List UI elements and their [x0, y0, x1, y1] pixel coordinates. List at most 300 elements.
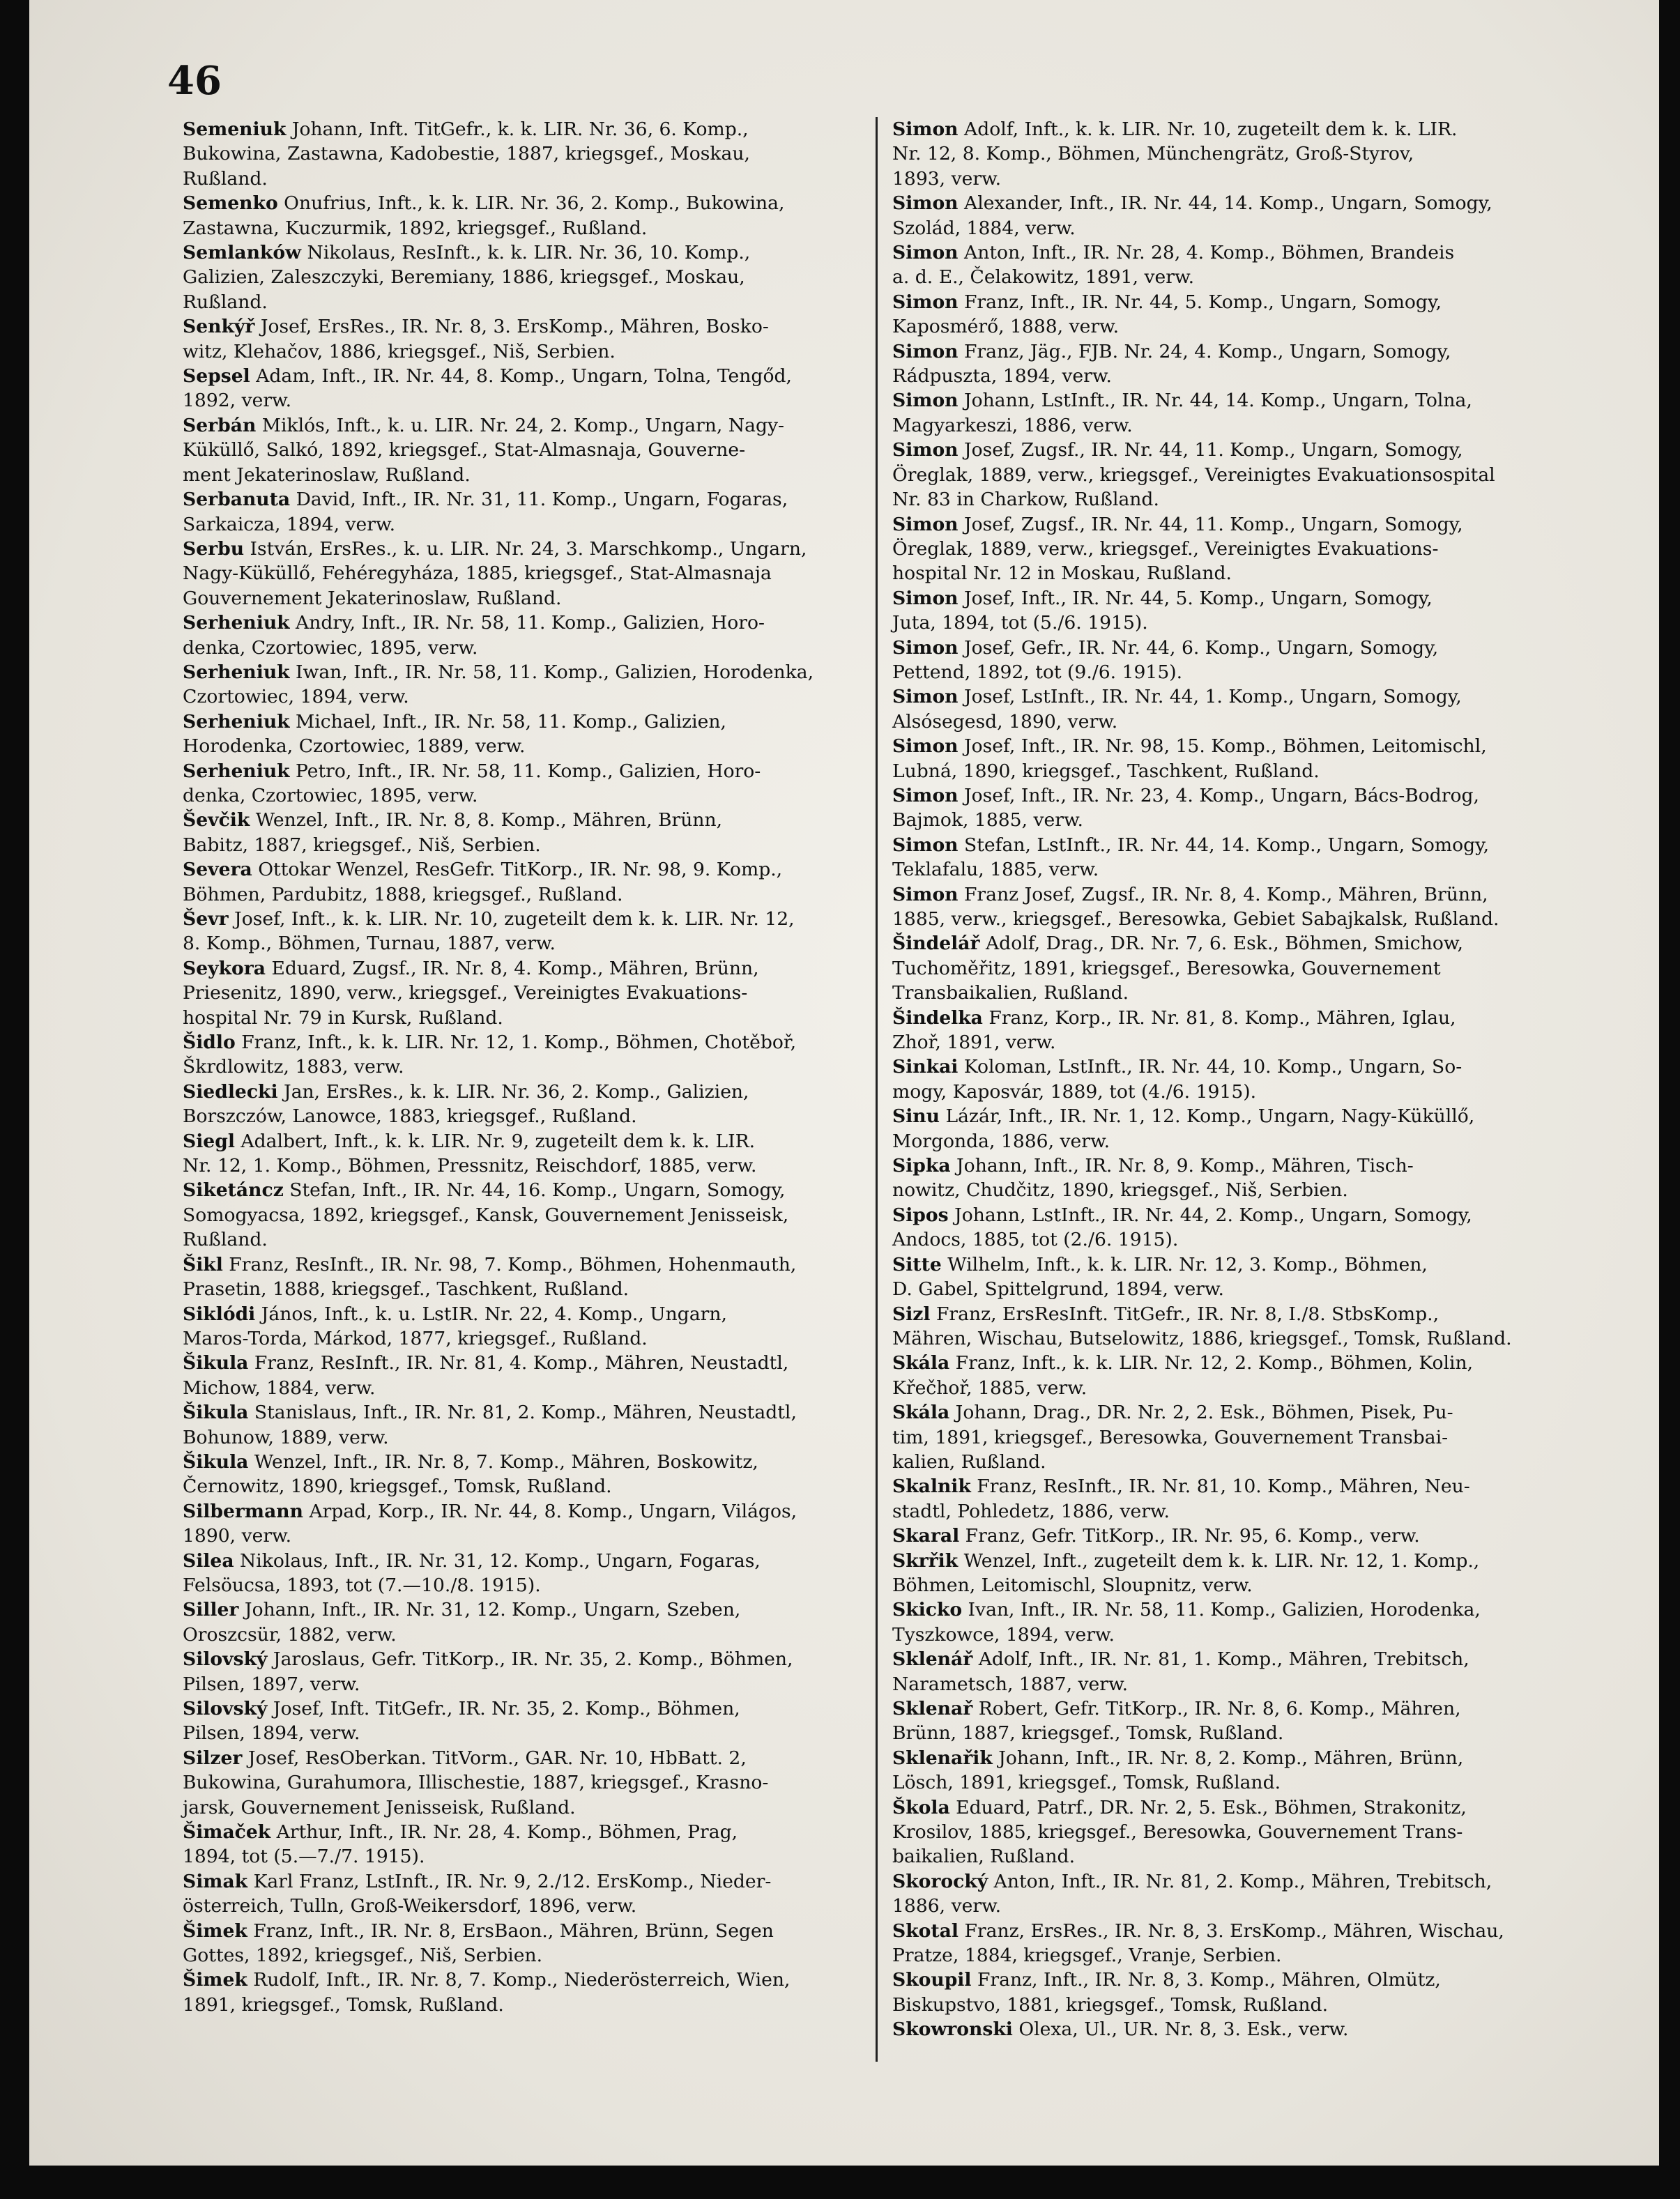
- register-entry: [892, 1400, 1579, 1474]
- entry-line: Siegl Adalbert, Inft., k. k. LIR. Nr. 9, zugeteilt dem k. k. LIR.: [183, 1130, 756, 1152]
- entry-surname: Skoupil: [892, 1969, 972, 1991]
- register-entry: [892, 1055, 1579, 1104]
- register-entry: [892, 1203, 1579, 1252]
- entry-line: Zastawna, Kuczurmik, 1892, kriegsgef., Rußland.: [183, 217, 648, 239]
- entry-surname: Serheniuk: [183, 760, 290, 782]
- register-entry: [183, 1129, 869, 1179]
- entry-line: 8. Komp., Böhmen, Turnau, 1887, verw.: [183, 933, 556, 955]
- entry-line: Křečhoř, 1885, verw.: [892, 1377, 1087, 1399]
- register-entry: [892, 586, 1579, 636]
- entry-surname: Simon: [892, 883, 959, 905]
- entry-line: D. Gabel, Spittelgrund, 1894, verw.: [892, 1278, 1224, 1301]
- entry-surname: Simon: [892, 636, 959, 659]
- entry-line: Serheniuk Petro, Inft., IR. Nr. 58, 11. Komp., Galizien, Horo-: [183, 760, 761, 782]
- register-entry: [183, 1597, 869, 1647]
- register-entry: [892, 339, 1579, 389]
- right-column: [892, 117, 1579, 2042]
- entry-line: Serbán Miklós, Inft., k. u. LIR. Nr. 24, 2. Komp., Ungarn, Nagy-: [183, 414, 784, 436]
- entry-line: Skotal Franz, ErsRes., IR. Nr. 8, 3. ErsKomp., Mähren, Wischau,: [892, 1920, 1504, 1942]
- entry-surname: Sipos: [892, 1204, 949, 1226]
- entry-line: Oroszcsür, 1882, verw.: [183, 1623, 397, 1646]
- entry-line: Gottes, 1892, kriegsgef., Niš, Serbien.: [183, 1945, 543, 1967]
- entry-line: Simon Alexander, Inft., IR. Nr. 44, 14. Komp., Ungarn, Somogy,: [892, 192, 1492, 215]
- register-entry: [183, 1400, 869, 1450]
- register-entry: [892, 1474, 1579, 1524]
- scan-border-left: [0, 0, 29, 2199]
- entry-surname: Šidlo: [183, 1032, 236, 1054]
- entry-line: Skorocký Anton, Inft., IR. Nr. 81, 2. Komp., Mähren, Trebitsch,: [892, 1870, 1492, 1892]
- entry-surname: Siklódi: [183, 1303, 256, 1325]
- register-entry: [892, 833, 1579, 882]
- entry-line: Galizien, Zaleszczyki, Beremiany, 1886, kriegsgef., Moskau,: [183, 266, 745, 289]
- entry-line: Zhoř, 1891, verw.: [892, 1032, 1056, 1054]
- entry-surname: Skaral: [892, 1525, 960, 1547]
- entry-line: Narametsch, 1887, verw.: [892, 1673, 1129, 1695]
- register-entry: [892, 636, 1579, 685]
- register-entry: [183, 956, 869, 1030]
- register-entry: [183, 1351, 869, 1400]
- entry-surname: Serheniuk: [183, 661, 290, 683]
- entry-line: Pilsen, 1894, verw.: [183, 1722, 360, 1745]
- entry-line: Gouvernement Jekaterinoslaw, Rußland.: [183, 587, 562, 609]
- entry-line: Silea Nikolaus, Inft., IR. Nr. 31, 12. Komp., Ungarn, Fogaras,: [183, 1549, 761, 1572]
- entry-line: Andocs, 1885, tot (2./6. 1915).: [892, 1229, 1179, 1251]
- register-entry: [183, 1030, 869, 1080]
- entry-line: Pilsen, 1897, verw.: [183, 1673, 360, 1695]
- entry-line: Krosilov, 1885, kriegsgef., Beresowka, Gouvernement Trans-: [892, 1821, 1463, 1844]
- register-entry: [892, 1597, 1579, 1647]
- entry-surname: Simon: [892, 118, 959, 140]
- entry-line: Lubná, 1890, kriegsgef., Taschkent, Rußland.: [892, 760, 1320, 782]
- register-entry: [892, 1968, 1579, 2017]
- entry-line: 1892, verw.: [183, 390, 292, 412]
- register-entry: [892, 1006, 1579, 1055]
- entry-line: Skála Franz, Inft., k. k. LIR. Nr. 12, 2. Komp., Böhmen, Kolin,: [892, 1352, 1474, 1374]
- entry-surname: Simon: [892, 340, 959, 362]
- entry-line: Skrřik Wenzel, Inft., zugeteilt dem k. k. LIR. Nr. 12, 1. Komp.,: [892, 1549, 1480, 1572]
- entry-line: Skála Johann, Drag., DR. Nr. 2, 2. Esk., Böhmen, Pisek, Pu-: [892, 1402, 1453, 1424]
- entry-line: Šimaček Arthur, Inft., IR. Nr. 28, 4. Komp., Böhmen, Prag,: [183, 1821, 738, 1844]
- entry-line: Siedlecki Jan, ErsRes., k. k. LIR. Nr. 36, 2. Komp., Galizien,: [183, 1080, 749, 1103]
- entry-surname: Šikula: [183, 1352, 249, 1374]
- entry-line: Czortowiec, 1894, verw.: [183, 686, 409, 708]
- entry-surname: Skála: [892, 1402, 950, 1424]
- entry-line: denka, Czortowiec, 1895, verw.: [183, 784, 478, 806]
- entry-line: Šikula Wenzel, Inft., IR. Nr. 8, 7. Komp., Mähren, Boskowitz,: [183, 1450, 758, 1473]
- entry-line: Šindelka Franz, Korp., IR. Nr. 81, 8. Komp., Mähren, Iglau,: [892, 1006, 1456, 1029]
- entry-surname: Simon: [892, 242, 959, 264]
- entry-line: Silovský Josef, Inft. TitGefr., IR. Nr. 35, 2. Komp., Böhmen,: [183, 1698, 740, 1719]
- entry-line: Ševčik Wenzel, Inft., IR. Nr. 8, 8. Komp., Mähren, Brünn,: [183, 809, 723, 832]
- register-entry: [892, 438, 1579, 512]
- register-entry: [183, 1746, 869, 1820]
- entry-line: 1894, tot (5.—7./7. 1915).: [183, 1846, 425, 1868]
- register-entry: [892, 1696, 1579, 1746]
- entry-line: Rußland.: [183, 167, 268, 190]
- entry-surname: Sinu: [892, 1105, 940, 1128]
- register-entry: [183, 413, 869, 487]
- entry-line: Öreglak, 1889, verw., kriegsgef., Vereinigtes Evakuationsospital: [892, 463, 1495, 486]
- entry-line: Serbu István, ErsRes., k. u. LIR. Nr. 24, 3. Marschkomp., Ungarn,: [183, 537, 807, 560]
- entry-line: Simon Johann, LstInft., IR. Nr. 44, 14. Komp., Ungarn, Tolna,: [892, 390, 1472, 412]
- entry-surname: Siedlecki: [183, 1080, 278, 1103]
- register-entry: [892, 1524, 1579, 1548]
- entry-surname: Šimek: [183, 1920, 247, 1942]
- entry-line: Šikula Franz, ResInft., IR. Nr. 81, 4. Komp., Mähren, Neustadtl,: [183, 1352, 789, 1374]
- entry-line: Sizl Franz, ErsResInft. TitGefr., IR. Nr. 8, I./8. StbsKomp.,: [892, 1303, 1440, 1325]
- entry-line: ment Jekaterinoslaw, Rußland.: [183, 463, 471, 486]
- entry-line: Simon Josef, Gefr., IR. Nr. 44, 6. Komp., Ungarn, Somogy,: [892, 636, 1439, 659]
- entry-line: Sarkaicza, 1894, verw.: [183, 513, 396, 535]
- entry-line: Senkýř Josef, ErsRes., IR. Nr. 8, 3. ErsKomp., Mähren, Bosko-: [183, 316, 769, 338]
- entry-line: Priesenitz, 1890, verw., kriegsgef., Vereinigtes Evakuations-: [183, 982, 748, 1004]
- entry-line: Siklódi János, Inft., k. u. LstIR. Nr. 22, 4. Komp., Ungarn,: [183, 1303, 727, 1325]
- entry-line: 1885, verw., kriegsgef., Beresowka, Gebiet Sabajkalsk, Rußland.: [892, 908, 1499, 930]
- entry-line: Škola Eduard, Patrf., DR. Nr. 2, 5. Esk., Böhmen, Strakonitz,: [892, 1796, 1467, 1818]
- entry-surname: Serbán: [183, 414, 257, 436]
- entry-line: Simon Josef, Inft., IR. Nr. 98, 15. Komp., Böhmen, Leitomischl,: [892, 735, 1487, 758]
- entry-line: Ševr Josef, Inft., k. k. LIR. Nr. 10, zugeteilt dem k. k. LIR. Nr. 12,: [183, 908, 795, 930]
- entry-line: Sklenařik Johann, Inft., IR. Nr. 8, 2. Komp., Mähren, Brünn,: [892, 1747, 1464, 1769]
- entry-line: Simak Karl Franz, LstInft., IR. Nr. 9, 2./12. ErsKomp., Nieder-: [183, 1870, 772, 1892]
- entry-line: Serheniuk Michael, Inft., IR. Nr. 58, 11. Komp., Galizien,: [183, 710, 726, 733]
- register-entry: [892, 1647, 1579, 1696]
- entry-line: Šindelář Adolf, Drag., DR. Nr. 7, 6. Esk., Böhmen, Smichow,: [892, 933, 1463, 955]
- entry-surname: Skrřik: [892, 1549, 959, 1572]
- entry-surname: Skála: [892, 1352, 950, 1374]
- entry-surname: Ševčik: [183, 809, 250, 832]
- register-entry: [892, 117, 1579, 191]
- register-entry: [183, 1450, 869, 1499]
- page-number: 46: [167, 58, 222, 104]
- register-entry: [183, 537, 869, 611]
- entry-line: Simon Stefan, LstInft., IR. Nr. 44, 14. Komp., Ungarn, Somogy,: [892, 834, 1490, 856]
- entry-line: Rádpuszta, 1894, verw.: [892, 365, 1112, 388]
- entry-line: Küküllő, Salkó, 1892, kriegsgef., Stat-Almasnaja, Gouverne-: [183, 439, 746, 461]
- entry-line: Borszczów, Lanowce, 1883, kriegsgef., Rußland.: [183, 1105, 637, 1128]
- entry-line: Simon Josef, LstInft., IR. Nr. 44, 1. Komp., Ungarn, Somogy,: [892, 686, 1462, 708]
- entry-line: Nr. 12, 8. Komp., Böhmen, Münchengrätz, Groß-Styrov,: [892, 143, 1414, 165]
- entry-surname: Siegl: [183, 1130, 235, 1152]
- entry-line: Böhmen, Pardubitz, 1888, kriegsgef., Rußland.: [183, 883, 623, 905]
- entry-surname: Škola: [892, 1796, 950, 1818]
- entry-surname: Simon: [892, 192, 959, 215]
- entry-line: Simon Adolf, Inft., k. k. LIR. Nr. 10, zugeteilt dem k. k. LIR.: [892, 118, 1458, 140]
- register-entry: [892, 1919, 1579, 1968]
- entry-surname: Semeniuk: [183, 118, 287, 140]
- register-entry: [892, 290, 1579, 339]
- entry-line: Maros-Torda, Márkod, 1877, kriegsgef., Rußland.: [183, 1327, 648, 1349]
- register-entry: [892, 1252, 1579, 1302]
- entry-surname: Serbanuta: [183, 489, 291, 511]
- register-entry: [183, 710, 869, 759]
- entry-line: Skowronski Olexa, Ul., UR. Nr. 8, 3. Esk., verw.: [892, 2018, 1349, 2041]
- entry-line: Szolád, 1884, verw.: [892, 217, 1076, 239]
- register-entry: [183, 1968, 869, 2017]
- entry-surname: Šimaček: [183, 1821, 271, 1844]
- register-entry: [183, 1647, 869, 1696]
- entry-line: Teklafalu, 1885, verw.: [892, 859, 1099, 881]
- entry-surname: Simon: [892, 834, 959, 856]
- register-entry: [183, 907, 869, 956]
- register-entry: [892, 684, 1579, 734]
- entry-surname: Ševr: [183, 908, 229, 930]
- register-entry: [183, 1252, 869, 1302]
- entry-surname: Serheniuk: [183, 612, 290, 634]
- entry-surname: Šikula: [183, 1402, 249, 1424]
- entry-line: nowitz, Chudčitz, 1890, kriegsgef., Niš, Serbien.: [892, 1179, 1348, 1202]
- scan-border-bottom: [0, 2166, 1680, 2199]
- entry-surname: Seykora: [183, 957, 266, 979]
- entry-surname: Šimek: [183, 1969, 247, 1991]
- entry-line: Sipos Johann, LstInft., IR. Nr. 44, 2. Komp., Ungarn, Somogy,: [892, 1204, 1472, 1226]
- entry-line: Silzer Josef, ResOberkan. TitVorm., GAR. Nr. 10, HbBatt. 2,: [183, 1747, 747, 1769]
- register-entry: [183, 1499, 869, 1549]
- entry-line: Alsósegesd, 1890, verw.: [892, 710, 1118, 733]
- entry-line: Serheniuk Andry, Inft., IR. Nr. 58, 11. Komp., Galizien, Horo-: [183, 612, 765, 634]
- entry-line: Simon Josef, Inft., IR. Nr. 44, 5. Komp., Ungarn, Somogy,: [892, 587, 1433, 609]
- entry-line: kalien, Rußland.: [892, 1450, 1046, 1473]
- entry-line: Rußland.: [183, 1229, 268, 1251]
- entry-line: Mähren, Wischau, Butselowitz, 1886, kriegsgef., Tomsk, Rußland.: [892, 1327, 1512, 1349]
- entry-line: Prasetin, 1888, kriegsgef., Taschkent, Rußland.: [183, 1278, 629, 1301]
- entry-line: 1886, verw.: [892, 1895, 1002, 1917]
- entry-surname: Semlanków: [183, 242, 301, 264]
- entry-line: Skaral Franz, Gefr. TitKorp., IR. Nr. 95, 6. Komp., verw.: [892, 1525, 1420, 1547]
- entry-line: Sepsel Adam, Inft., IR. Nr. 44, 8. Komp., Ungarn, Tolna, Tengőd,: [183, 365, 792, 388]
- entry-line: Semenko Onufrius, Inft., k. k. LIR. Nr. 36, 2. Komp., Bukowina,: [183, 192, 785, 215]
- entry-line: 1893, verw.: [892, 167, 1002, 190]
- column-divider: [876, 117, 878, 2062]
- register-entry: [183, 660, 869, 710]
- register-entry: [183, 1302, 869, 1351]
- entry-line: Sklenář Adolf, Inft., IR. Nr. 81, 1. Komp., Mähren, Trebitsch,: [892, 1648, 1469, 1671]
- entry-surname: Silovský: [183, 1648, 268, 1671]
- register-entry: [183, 240, 869, 314]
- entry-line: Pettend, 1892, tot (9./6. 1915).: [892, 661, 1183, 683]
- entry-line: Tyszkowce, 1894, verw.: [892, 1623, 1115, 1646]
- entry-line: 1890, verw.: [183, 1525, 292, 1547]
- register-entry: [183, 314, 869, 364]
- register-entry: [892, 388, 1579, 438]
- scan-border-right: [1659, 0, 1680, 2199]
- entry-surname: Siketáncz: [183, 1179, 284, 1202]
- entry-line: Felsöucsa, 1893, tot (7.—10./8. 1915).: [183, 1574, 541, 1596]
- entry-surname: Simak: [183, 1870, 248, 1892]
- entry-line: hospital Nr. 12 in Moskau, Rußland.: [892, 562, 1232, 585]
- register-entry: [892, 734, 1579, 783]
- register-entry: [892, 1549, 1579, 1598]
- entry-line: Magyarkeszi, 1886, verw.: [892, 414, 1133, 436]
- entry-line: tim, 1891, kriegsgef., Beresowka, Gouvernement Transbai-: [892, 1426, 1449, 1448]
- register-entry: [183, 1696, 869, 1746]
- entry-line: Simon Josef, Zugsf., IR. Nr. 44, 11. Komp., Ungarn, Somogy,: [892, 513, 1463, 535]
- entry-surname: Sepsel: [183, 365, 250, 388]
- register-entry: [183, 1178, 869, 1252]
- entry-surname: Silzer: [183, 1747, 243, 1769]
- left-column: [183, 117, 869, 2017]
- entry-line: Semeniuk Johann, Inft. TitGefr., k. k. LIR. Nr. 36, 6. Komp.,: [183, 118, 749, 140]
- entry-line: Bajmok, 1885, verw.: [892, 809, 1084, 832]
- register-entry: [892, 1869, 1579, 1919]
- entry-line: Seykora Eduard, Zugsf., IR. Nr. 8, 4. Komp., Mähren, Brünn,: [183, 957, 759, 979]
- entry-line: Simon Franz Josef, Zugsf., IR. Nr. 8, 4. Komp., Mähren, Brünn,: [892, 883, 1488, 905]
- entry-line: Šikula Stanislaus, Inft., IR. Nr. 81, 2. Komp., Mähren, Neustadtl,: [183, 1402, 797, 1424]
- entry-line: Sklenař Robert, Gefr. TitKorp., IR. Nr. 8, 6. Komp., Mähren,: [892, 1698, 1461, 1719]
- register-entry: [892, 1154, 1579, 1203]
- entry-surname: Serbu: [183, 537, 245, 560]
- entry-line: baikalien, Rußland.: [892, 1846, 1076, 1868]
- entry-line: Michow, 1884, verw.: [183, 1377, 376, 1399]
- register-entry: [892, 783, 1579, 833]
- entry-line: Bukowina, Gurahumora, Illischestie, 1887, kriegsgef., Krasno-: [183, 1772, 769, 1794]
- entry-surname: Skowronski: [892, 2018, 1013, 2041]
- entry-surname: Simon: [892, 439, 959, 461]
- entry-line: Öreglak, 1889, verw., kriegsgef., Vereinigtes Evakuations-: [892, 537, 1439, 560]
- entry-surname: Sklenař: [892, 1698, 973, 1719]
- entry-line: Simon Franz, Jäg., FJB. Nr. 24, 4. Komp., Ungarn, Somogy,: [892, 340, 1451, 362]
- entry-line: Simon Josef, Zugsf., IR. Nr. 44, 11. Komp., Ungarn, Somogy,: [892, 439, 1463, 461]
- entry-surname: Silovský: [183, 1698, 268, 1719]
- entry-line: Horodenka, Czortowiec, 1889, verw.: [183, 735, 526, 758]
- entry-line: Nr. 12, 1. Komp., Böhmen, Pressnitz, Reischdorf, 1885, verw.: [183, 1155, 757, 1177]
- entry-surname: Šikula: [183, 1450, 249, 1473]
- register-entry: [183, 364, 869, 413]
- entry-surname: Sklenařik: [892, 1747, 993, 1769]
- entry-line: Simon Franz, Inft., IR. Nr. 44, 5. Komp., Ungarn, Somogy,: [892, 291, 1442, 313]
- entry-line: österreich, Tulln, Groß-Weikersdorf, 1896, verw.: [183, 1895, 637, 1917]
- entry-surname: Simon: [892, 735, 959, 758]
- entry-surname: Skotal: [892, 1920, 959, 1942]
- entry-line: Šimek Rudolf, Inft., IR. Nr. 8, 7. Komp., Niederösterreich, Wien,: [183, 1969, 791, 1991]
- register-entry: [183, 1549, 869, 1598]
- entry-surname: Serheniuk: [183, 710, 290, 733]
- entry-surname: Siller: [183, 1599, 239, 1621]
- register-entry: [183, 611, 869, 660]
- entry-surname: Skicko: [892, 1599, 963, 1621]
- entry-surname: Sitte: [892, 1253, 942, 1275]
- entry-surname: Šindelka: [892, 1006, 983, 1029]
- entry-line: Simon Anton, Inft., IR. Nr. 28, 4. Komp., Böhmen, Brandeis: [892, 242, 1455, 264]
- entry-line: Transbaikalien, Rußland.: [892, 982, 1129, 1004]
- entry-surname: Simon: [892, 291, 959, 313]
- entry-line: Černowitz, 1890, kriegsgef., Tomsk, Rußland.: [183, 1476, 612, 1498]
- register-entry: [892, 2017, 1579, 2041]
- entry-line: Nr. 83 in Charkow, Rußland.: [892, 489, 1159, 511]
- entry-surname: Senkýř: [183, 316, 255, 338]
- entry-line: Skicko Ivan, Inft., IR. Nr. 58, 11. Komp., Galizien, Horodenka,: [892, 1599, 1481, 1621]
- register-entry: [183, 1919, 869, 1968]
- entry-line: Bukowina, Zastawna, Kadobestie, 1887, kriegsgef., Moskau,: [183, 143, 750, 165]
- entry-line: Brünn, 1887, kriegsgef., Tomsk, Rußland.: [892, 1722, 1284, 1745]
- entry-line: denka, Czortowiec, 1895, verw.: [183, 636, 478, 659]
- register-entry: [892, 191, 1579, 240]
- entry-line: Rußland.: [183, 291, 268, 313]
- entry-line: jarsk, Gouvernement Jenisseisk, Rußland.: [183, 1796, 576, 1818]
- entry-surname: Silea: [183, 1549, 234, 1572]
- entry-line: Lösch, 1891, kriegsgef., Tomsk, Rußland.: [892, 1772, 1281, 1794]
- entry-surname: Sizl: [892, 1303, 931, 1325]
- register-entry: [892, 882, 1579, 932]
- entry-line: Šidlo Franz, Inft., k. k. LIR. Nr. 12, 1. Komp., Böhmen, Chotěboř,: [183, 1032, 797, 1054]
- entry-line: Škrdlowitz, 1883, verw.: [183, 1056, 404, 1078]
- entry-line: Silovský Jaroslaus, Gefr. TitKorp., IR. Nr. 35, 2. Komp., Böhmen,: [183, 1648, 793, 1671]
- register-entry: [183, 1820, 869, 1869]
- entry-surname: Sklenář: [892, 1648, 973, 1671]
- entry-surname: Silbermann: [183, 1500, 303, 1522]
- entry-surname: Skorocký: [892, 1870, 988, 1892]
- register-entry: [183, 1869, 869, 1919]
- entry-line: stadtl, Pohledetz, 1886, verw.: [892, 1500, 1170, 1522]
- entry-surname: Severa: [183, 859, 252, 881]
- entry-line: Kaposmérő, 1888, verw.: [892, 316, 1120, 338]
- entry-line: Siketáncz Stefan, Inft., IR. Nr. 44, 16. Komp., Ungarn, Somogy,: [183, 1179, 786, 1202]
- entry-line: Biskupstvo, 1881, kriegsgef., Tomsk, Rußland.: [892, 1993, 1329, 2016]
- entry-line: Semlanków Nikolaus, ResInft., k. k. LIR. Nr. 36, 10. Komp.,: [183, 242, 751, 264]
- entry-line: Silbermann Arpad, Korp., IR. Nr. 44, 8. Komp., Ungarn, Világos,: [183, 1500, 797, 1522]
- register-entry: [183, 117, 869, 191]
- entry-line: Sitte Wilhelm, Inft., k. k. LIR. Nr. 12, 3. Komp., Böhmen,: [892, 1253, 1428, 1275]
- entry-line: Morgonda, 1886, verw.: [892, 1130, 1110, 1152]
- entry-surname: Sipka: [892, 1155, 951, 1177]
- register-entry: [892, 1746, 1579, 1795]
- entry-surname: Simon: [892, 513, 959, 535]
- entry-line: Skoupil Franz, Inft., IR. Nr. 8, 3. Komp., Mähren, Olmütz,: [892, 1969, 1441, 1991]
- entry-line: Tuchoměřitz, 1891, kriegsgef., Beresowka, Gouvernement: [892, 957, 1441, 979]
- entry-line: Šikl Franz, ResInft., IR. Nr. 98, 7. Komp., Böhmen, Hohenmauth,: [183, 1253, 797, 1275]
- entry-surname: Simon: [892, 587, 959, 609]
- entry-surname: Skalnik: [892, 1476, 971, 1498]
- entry-line: 1891, kriegsgef., Tomsk, Rußland.: [183, 1993, 504, 2016]
- register-entry: [183, 808, 869, 857]
- entry-line: Simon Josef, Inft., IR. Nr. 23, 4. Komp., Ungarn, Bács-Bodrog,: [892, 784, 1479, 806]
- entry-line: Serbanuta David, Inft., IR. Nr. 31, 11. Komp., Ungarn, Fogaras,: [183, 489, 788, 511]
- register-entry: [183, 857, 869, 907]
- entry-line: mogy, Kaposvár, 1889, tot (4./6. 1915).: [892, 1080, 1257, 1103]
- entry-line: Juta, 1894, tot (5./6. 1915).: [892, 612, 1148, 634]
- entry-line: Sinu Lázár, Inft., IR. Nr. 1, 12. Komp., Ungarn, Nagy-Küküllő,: [892, 1105, 1475, 1128]
- entry-surname: Šindelář: [892, 933, 980, 955]
- register-entry: [892, 1351, 1579, 1400]
- register-entry: [892, 1104, 1579, 1154]
- entry-line: Severa Ottokar Wenzel, ResGefr. TitKorp., IR. Nr. 98, 9. Komp.,: [183, 859, 783, 881]
- entry-line: Nagy-Küküllő, Fehéregyháza, 1885, kriegsgef., Stat-Almasnaja: [183, 562, 772, 585]
- register-entry: [892, 1302, 1579, 1351]
- entry-line: Sipka Johann, Inft., IR. Nr. 8, 9. Komp., Mähren, Tisch-: [892, 1155, 1414, 1177]
- entry-line: Skalnik Franz, ResInft., IR. Nr. 81, 10. Komp., Mähren, Neu-: [892, 1476, 1470, 1498]
- entry-surname: Semenko: [183, 192, 278, 215]
- entry-line: a. d. E., Čelakowitz, 1891, verw.: [892, 266, 1195, 289]
- entry-line: Pratze, 1884, kriegsgef., Vranje, Serbien.: [892, 1945, 1282, 1967]
- entry-line: Sinkai Koloman, LstInft., IR. Nr. 44, 10. Komp., Ungarn, So-: [892, 1056, 1463, 1078]
- entry-line: Siller Johann, Inft., IR. Nr. 31, 12. Komp., Ungarn, Szeben,: [183, 1599, 741, 1621]
- register-entry: [183, 1080, 869, 1129]
- entry-line: Šimek Franz, Inft., IR. Nr. 8, ErsBaon., Mähren, Brünn, Segen: [183, 1920, 774, 1942]
- entry-surname: Šikl: [183, 1253, 223, 1275]
- entry-line: Somogyacsa, 1892, kriegsgef., Kansk, Gouvernement Jenisseisk,: [183, 1204, 789, 1226]
- entry-line: hospital Nr. 79 in Kursk, Rußland.: [183, 1006, 503, 1029]
- entry-line: Serheniuk Iwan, Inft., IR. Nr. 58, 11. Komp., Galizien, Horodenka,: [183, 661, 814, 683]
- register-entry: [892, 1795, 1579, 1869]
- entry-line: Bohunow, 1889, verw.: [183, 1426, 389, 1448]
- entry-surname: Simon: [892, 686, 959, 708]
- register-entry: [892, 512, 1579, 586]
- entry-surname: Sinkai: [892, 1056, 959, 1078]
- entry-line: Böhmen, Leitomischl, Sloupnitz, verw.: [892, 1574, 1253, 1596]
- entry-surname: Simon: [892, 390, 959, 412]
- register-entry: [183, 487, 869, 537]
- entry-line: witz, Klehačov, 1886, kriegsgef., Niš, Serbien.: [183, 340, 616, 362]
